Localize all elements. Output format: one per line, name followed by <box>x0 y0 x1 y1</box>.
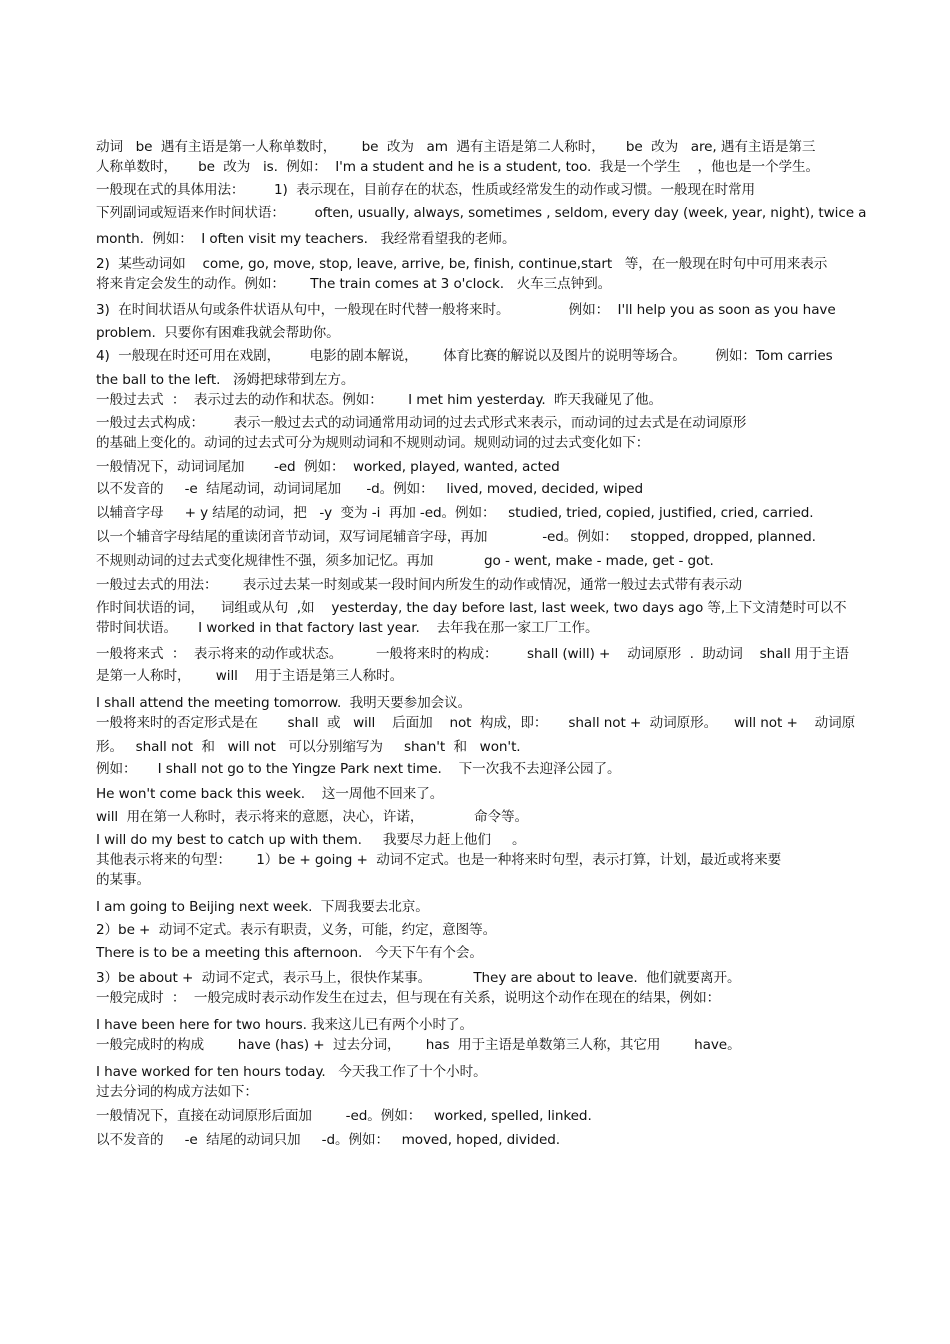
text-line: will 用在第一人称时，表示将来的意愿，决心，许诺， 命令等。 <box>96 809 528 825</box>
text-line: 下列副词或短语来作时间状语： often, usually, always, sometimes , seldom, every day (week, year, night), twice a <box>96 205 866 221</box>
text-line: I have been here for two hours. 我来这儿已有两个小时了。 <box>96 1017 473 1033</box>
text-line: 一般将来时的否定形式是在 shall 或 will 后面加 not 构成，即： shall not + 动词原形。 will not + 动词原 <box>96 715 856 731</box>
text-line: 其他表示将来的句型： 1）be + going + 动词不定式。也是一种将来时句型，表示打算，计划，最近或将来要 <box>96 852 782 868</box>
text-line: the ball to the left. 汤姆把球带到左方。 <box>96 372 355 388</box>
text-line: 一般现在式的具体用法： 1) 表示现在，目前存在的状态，性质或经常发生的动作或习惯。一般现在时常用 <box>96 182 755 198</box>
text-line: month. 例如： I often visit my teachers. 我经常看望我的老师。 <box>96 231 516 247</box>
text-line: 不规则动词的过去式变化规律性不强，须多加记忆。再加 go - went, make - made, get - got. <box>96 553 714 569</box>
text-line: 2) 某些动词如 come, go, move, stop, leave, arrive, be, finish, continue,start 等，在一般现在时句中可用来表示 <box>96 256 828 272</box>
text-line: 形。 shall not 和 will not 可以分别缩写为 shan't 和 won't. <box>96 739 521 755</box>
text-line: I have worked for ten hours today. 今天我工作了十个小时。 <box>96 1064 487 1080</box>
text-line: He won't come back this week. 这一周他不回来了。 <box>96 786 444 802</box>
text-line: 将来肯定会发生的动作。例如： The train comes at 3 o'clock. 火车三点钟到。 <box>96 276 612 292</box>
text-line: 过去分词的构成方法如下： <box>96 1084 258 1100</box>
text-line: I am going to Beijing next week. 下周我要去北京。 <box>96 899 429 915</box>
text-line: 是第一人称时， will 用于主语是第三人称时。 <box>96 668 404 684</box>
text-line: 3）be about + 动词不定式，表示马上，很快作某事。 They are about to leave. 他们就要离开。 <box>96 970 741 986</box>
text-line: 以一个辅音字母结尾的重读闭音节动词，双写词尾辅音字母，再加 -ed。例如： stopped, dropped, planned. <box>96 529 816 545</box>
text-line: 例如： I shall not go to the Yingze Park next time. 下一次我不去迎泽公园了。 <box>96 761 621 777</box>
text-line: I will do my best to catch up with them. 我要尽力赶上他们 。 <box>96 832 526 848</box>
text-line: 一般过去式构成： 表示一般过去式的动词通常用动词的过去式形式来表示，而动词的过去式是在动词原形 <box>96 415 747 431</box>
text-line: 2）be + 动词不定式。表示有职责，义务，可能，约定，意图等。 <box>96 922 497 938</box>
text-line: 3) 在时间状语从句或条件状语从句中，一般现在时代替一般将来时。 例如： I'll help you as soon as you have <box>96 302 836 318</box>
text-line: 一般将来式 ： 表示将来的动作或状态。 一般将来时的构成： shall (will) + 动词原形 . 助动词 shall 用于主语 <box>96 646 849 662</box>
text-line: 以辅音字母 + y 结尾的动词，把 -y 变为 -i 再加 -ed。例如： studied, tried, copied, justified, cried, carried. <box>96 505 814 521</box>
text-line: 一般完成时的构成 have (has) + 过去分词， has 用于主语是单数第三人称，其它用 have。 <box>96 1037 741 1053</box>
text-line: 一般过去式的用法： 表示过去某一时刻或某一段时间内所发生的动作或情况，通常一般过去式带有表示动 <box>96 577 743 593</box>
text-line: I shall attend the meeting tomorrow. 我明天要参加会议。 <box>96 695 472 711</box>
text-line: 动词 be 遇有主语是第一人称单数时， be 改为 am 遇有主语是第二人称时， be 改为 are, 遇有主语是第三 <box>96 139 816 155</box>
text-line: 一般过去式 ： 表示过去的动作和状态。例如： I met him yesterday. 昨天我碰见了他。 <box>96 392 662 408</box>
text-line: 一般情况下，直接在动词原形后面加 -ed。例如： worked, spelled, linked. <box>96 1108 592 1124</box>
document-page <box>96 137 866 1150</box>
text-line: 的基础上变化的。动词的过去式可分为规则动词和不规则动词。规则动词的过去式变化如下： <box>96 435 650 451</box>
text-line: 4) 一般现在时还可用在戏剧， 电影的剧本解说， 体育比赛的解说以及图片的说明等场合。 例如：Tom carries <box>96 348 833 364</box>
text-line: 以不发音的 -e 结尾的动词只加 -d。例如： moved, hoped, divided. <box>96 1132 561 1148</box>
text-line: 一般完成时 ： 一般完成时表示动作发生在过去，但与现在有关系，说明这个动作在现在的结果，例如： <box>96 990 721 1006</box>
text-line: problem. 只要你有困难我就会帮助你。 <box>96 325 340 341</box>
text-line: 带时间状语。 I worked in that factory last year. 去年我在那一家工厂工作。 <box>96 620 599 636</box>
text-line: 作时间状语的词， 词组或从句 ,如 yesterday, the day before last, last week, two days ago 等,上下文清楚时可以不 <box>96 600 847 616</box>
text-line: 人称单数时， be 改为 is. 例如： I'm a student and he is a student, too. 我是一个学生 ，他也是一个学生。 <box>96 159 819 175</box>
text-line: 一般情况下，动词词尾加 -ed 例如： worked, played, wanted, acted <box>96 459 560 475</box>
text-line: 以不发音的 -e 结尾动词，动词词尾加 -d。例如： lived, moved, decided, wiped <box>96 481 644 497</box>
text-line: There is to be a meeting this afternoon. 今天下午有个会。 <box>96 945 483 961</box>
text-line: 的某事。 <box>96 872 150 888</box>
